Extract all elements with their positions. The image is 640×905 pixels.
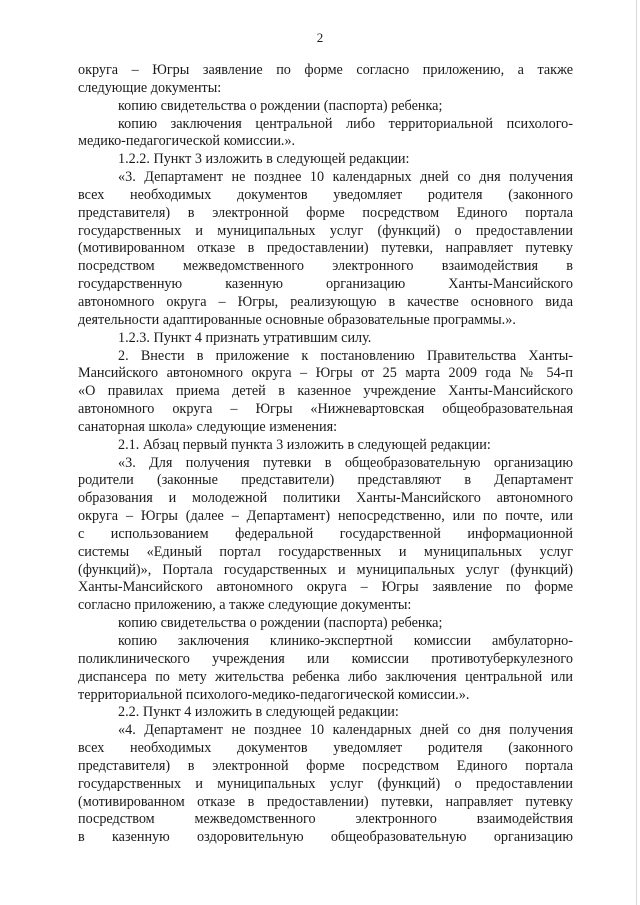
- text-line: всех необходимых документов уведомляет родителя (законного: [78, 186, 573, 203]
- text-line: территориальной психолого-медико-педагогической комиссии.».: [78, 686, 470, 703]
- text-line: (функций)», Портала государственных и муниципальных услуг (функций): [78, 561, 573, 578]
- text-line: поликлинического учреждения или комиссии противотуберкулезного: [78, 650, 573, 667]
- text-line: согласно приложению, а также следующие документы:: [78, 597, 412, 614]
- text-line: государственную казенную организацию Ханты-Мансийского: [78, 276, 573, 293]
- text-line: 1.2.2. Пункт 3 изложить в следующей редакции:: [118, 151, 410, 168]
- text-line: «О правилах приема детей в казенное учреждение Ханты-Мансийского: [78, 383, 573, 400]
- text-line: с использованием федеральной государственной информационной: [78, 525, 573, 542]
- text-line: государственных и муниципальных услуг (функций) о предоставлении: [78, 775, 573, 792]
- text-line: представителя) в электронной форме посредством Единого портала: [78, 204, 573, 221]
- scan-edge-line: [636, 0, 637, 905]
- text-line: Ханты-Мансийского автономного округа – Югры заявление по форме: [78, 579, 573, 596]
- text-line: государственных и муниципальных услуг (функций) о предоставлении: [78, 222, 573, 239]
- document-body: [78, 62, 573, 847]
- text-line: «4. Департамент не позднее 10 календарных дней со дня получения: [118, 722, 573, 739]
- text-line: округа – Югры заявление по форме согласно приложению, а также: [78, 62, 573, 78]
- text-line: 2.1. Абзац первый пункта 3 изложить в следующей редакции:: [118, 436, 491, 453]
- page-number: 2: [316, 30, 324, 45]
- text-line: всех необходимых документов уведомляет родителя (законного: [78, 740, 573, 757]
- text-line: родители (законные представители) представляют в Департамент: [78, 472, 573, 489]
- text-line: 2. Внести в приложение к постановлению Правительства Ханты-: [118, 347, 573, 364]
- text-line: диспансера по мету жительства ребенка либо заключения центральной или: [78, 668, 573, 685]
- text-line: системы «Единый портал государственных и муниципальных услуг: [78, 543, 573, 560]
- text-line: медико-педагогической комиссии.».: [78, 133, 296, 150]
- text-line: деятельности адаптированные основные образовательные программы.».: [78, 311, 516, 328]
- text-line: копию свидетельства о рождении (паспорта) ребенка;: [118, 615, 443, 632]
- text-line: посредством межведомственного электронного взаимодействия в: [78, 258, 573, 275]
- text-line: округа – Югры (далее – Департамент) непосредственно, или по почте, или: [78, 508, 573, 525]
- text-line: копию свидетельства о рождении (паспорта) ребенка;: [118, 97, 443, 114]
- text-line: (мотивированном отказе в предоставлении) путевки, направляет путевку: [78, 793, 573, 810]
- text-line: следующие документы:: [78, 79, 222, 96]
- text-line: образования и молодежной политики Ханты-Мансийского автономного: [78, 490, 573, 507]
- text-line: автономного округа – Югры «Нижневартовская общеобразовательная: [78, 401, 573, 418]
- text-line: Мансийского автономного округа – Югры от 25 марта 2009 года № 54-п: [78, 365, 573, 382]
- text-line: копию заключения центральной либо территориальной психолого-: [118, 115, 573, 132]
- text-line: копию заключения клинико-экспертной комиссии амбулаторно-: [118, 633, 573, 649]
- text-line: автономного округа – Югры, реализующую в качестве основного вида: [78, 293, 573, 310]
- text-line: 2.2. Пункт 4 изложить в следующей редакции:: [118, 704, 399, 721]
- text-line: (мотивированном отказе в предоставлении) путевки, направляет путевку: [78, 240, 573, 257]
- text-line: представителя) в электронной форме посредством Единого портала: [78, 757, 573, 774]
- text-line: посредством межведомственного электронного взаимодействия: [78, 811, 573, 828]
- text-line: санаторная школа» следующие изменения:: [78, 418, 338, 435]
- text-line: в казенную оздоровительную общеобразовательную организацию: [78, 829, 573, 846]
- text-line: «3. Департамент не позднее 10 календарных дней со дня получения: [118, 169, 573, 186]
- text-line: «3. Для получения путевки в общеобразовательную организацию: [118, 454, 573, 471]
- text-line: 1.2.3. Пункт 4 признать утратившим силу.: [118, 329, 372, 346]
